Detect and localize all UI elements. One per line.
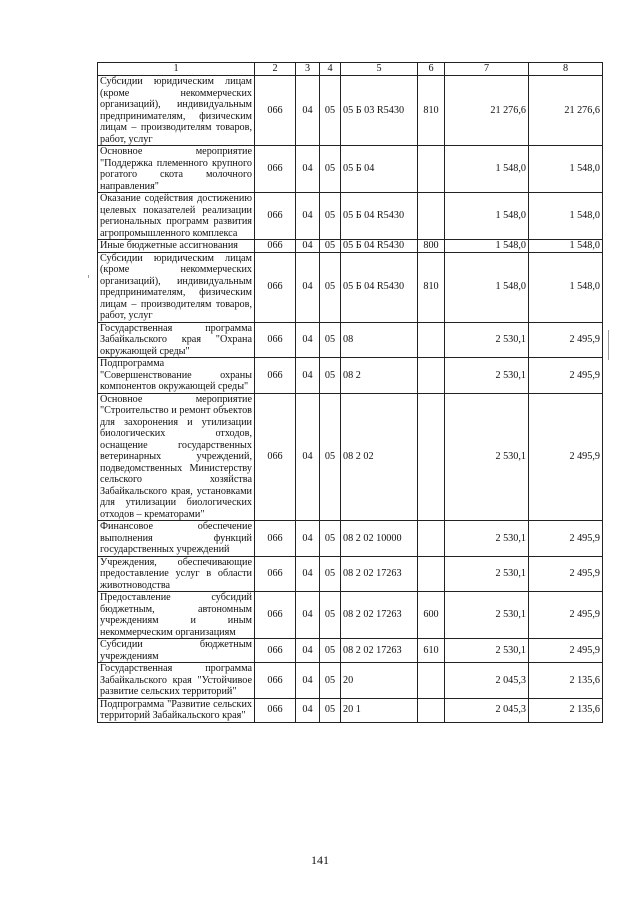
- row-sum1-cell: 2 530,1: [445, 521, 529, 557]
- row-name-cell: Финансовое обеспечение выполнения функций государственных учреждений: [98, 521, 255, 557]
- row-sum2-cell: 2 495,9: [529, 556, 603, 592]
- row-sum2-cell: 1 548,0: [529, 193, 603, 240]
- row-vr-cell: [418, 521, 445, 557]
- row-name-cell: Подпрограмма "Развитие сельских территорий Забайкальского края": [98, 698, 255, 722]
- header-cell: 6: [418, 63, 445, 76]
- row-rz-cell: 04: [296, 393, 320, 521]
- row-rz-cell: 04: [296, 663, 320, 699]
- row-sum1-cell: 2 045,3: [445, 663, 529, 699]
- row-sum1-cell: 2 530,1: [445, 393, 529, 521]
- row-gr-cell: 066: [255, 252, 296, 322]
- row-gr-cell: 066: [255, 146, 296, 193]
- row-csr-cell: 08 2 02 17263: [341, 556, 418, 592]
- row-rz-cell: 04: [296, 240, 320, 253]
- row-vr-cell: [418, 698, 445, 722]
- row-gr-cell: 066: [255, 193, 296, 240]
- row-sum1-cell: 21 276,6: [445, 76, 529, 146]
- row-rz-cell: 04: [296, 358, 320, 394]
- row-pr-cell: 05: [320, 592, 341, 639]
- header-cell: 5: [341, 63, 418, 76]
- row-vr-cell: 810: [418, 76, 445, 146]
- row-pr-cell: 05: [320, 556, 341, 592]
- row-vr-cell: 810: [418, 252, 445, 322]
- row-name-cell: Государственная программа Забайкальского края "Устойчивое развитие сельских территорий": [98, 663, 255, 699]
- row-pr-cell: 05: [320, 393, 341, 521]
- row-csr-cell: 08 2 02 17263: [341, 639, 418, 663]
- row-vr-cell: [418, 393, 445, 521]
- row-vr-cell: 800: [418, 240, 445, 253]
- row-pr-cell: 05: [320, 663, 341, 699]
- table-row: [98, 146, 603, 193]
- row-sum2-cell: 21 276,6: [529, 76, 603, 146]
- row-pr-cell: 05: [320, 322, 341, 358]
- row-name-cell: Субсидии юридическим лицам (кроме некоммерческих организаций), индивидуальным предпринимателям, физическим лицам – производителям товаров, работ, услуг: [98, 252, 255, 322]
- row-pr-cell: 05: [320, 146, 341, 193]
- table-header-row: [98, 63, 603, 76]
- row-csr-cell: 08 2: [341, 358, 418, 394]
- row-csr-cell: 20: [341, 663, 418, 699]
- row-pr-cell: 05: [320, 240, 341, 253]
- row-name-cell: Субсидии бюджетным учреждениям: [98, 639, 255, 663]
- row-pr-cell: 05: [320, 193, 341, 240]
- table-row: [98, 521, 603, 557]
- row-rz-cell: 04: [296, 521, 320, 557]
- row-sum1-cell: 2 530,1: [445, 322, 529, 358]
- scan-mark-left: [88, 275, 89, 278]
- row-name-cell: Предоставление субсидий бюджетным, автономным учреждениям и иным некоммерческим организациям: [98, 592, 255, 639]
- row-rz-cell: 04: [296, 252, 320, 322]
- row-sum2-cell: 2 495,9: [529, 322, 603, 358]
- row-csr-cell: 08 2 02 17263: [341, 592, 418, 639]
- row-gr-cell: 066: [255, 521, 296, 557]
- row-sum2-cell: 1 548,0: [529, 252, 603, 322]
- table-row: [98, 556, 603, 592]
- row-sum2-cell: 1 548,0: [529, 146, 603, 193]
- row-csr-cell: 05 Б 04 R5430: [341, 240, 418, 253]
- row-sum2-cell: 2 495,9: [529, 639, 603, 663]
- row-csr-cell: 08 2 02: [341, 393, 418, 521]
- row-vr-cell: [418, 193, 445, 240]
- row-sum1-cell: 1 548,0: [445, 240, 529, 253]
- table-row: [98, 252, 603, 322]
- table-row: [98, 193, 603, 240]
- row-gr-cell: 066: [255, 698, 296, 722]
- table-row: [98, 76, 603, 146]
- row-sum2-cell: 2 495,9: [529, 521, 603, 557]
- row-gr-cell: 066: [255, 663, 296, 699]
- scan-mark-right: [608, 330, 609, 360]
- table-row: [98, 663, 603, 699]
- row-vr-cell: 610: [418, 639, 445, 663]
- row-rz-cell: 04: [296, 639, 320, 663]
- row-csr-cell: 05 Б 04: [341, 146, 418, 193]
- table-row: [98, 698, 603, 722]
- row-rz-cell: 04: [296, 193, 320, 240]
- row-vr-cell: [418, 663, 445, 699]
- budget-table: [97, 62, 603, 723]
- row-sum1-cell: 2 530,1: [445, 639, 529, 663]
- row-name-cell: Основное мероприятие "Строительство и ремонт объектов для захоронения и утилизации биологических отходов, оснащение государственных ветеринарных учреждений, подведомственных Министерству сельского хозяйства Забайкальского края, установками для утилизации биологических отходов – крематорами": [98, 393, 255, 521]
- header-cell: 1: [98, 63, 255, 76]
- row-sum2-cell: 2 495,9: [529, 592, 603, 639]
- row-pr-cell: 05: [320, 252, 341, 322]
- row-name-cell: Иные бюджетные ассигнования: [98, 240, 255, 253]
- row-rz-cell: 04: [296, 146, 320, 193]
- row-csr-cell: 20 1: [341, 698, 418, 722]
- row-csr-cell: 08 2 02 10000: [341, 521, 418, 557]
- header-cell: 2: [255, 63, 296, 76]
- row-gr-cell: 066: [255, 322, 296, 358]
- row-vr-cell: [418, 556, 445, 592]
- row-pr-cell: 05: [320, 698, 341, 722]
- table-row: [98, 592, 603, 639]
- row-csr-cell: 05 Б 03 R5430: [341, 76, 418, 146]
- row-vr-cell: 600: [418, 592, 445, 639]
- row-sum2-cell: 2 495,9: [529, 393, 603, 521]
- row-gr-cell: 066: [255, 639, 296, 663]
- row-name-cell: Оказание содействия достижению целевых показателей реализации региональных программ развития агропромышленного комплекса: [98, 193, 255, 240]
- row-rz-cell: 04: [296, 556, 320, 592]
- header-cell: 4: [320, 63, 341, 76]
- row-sum1-cell: 1 548,0: [445, 193, 529, 240]
- row-rz-cell: 04: [296, 698, 320, 722]
- row-gr-cell: 066: [255, 592, 296, 639]
- row-vr-cell: [418, 358, 445, 394]
- row-gr-cell: 066: [255, 76, 296, 146]
- row-gr-cell: 066: [255, 393, 296, 521]
- row-gr-cell: 066: [255, 240, 296, 253]
- row-name-cell: Подпрограмма "Совершенствование охраны компонентов окружающей среды": [98, 358, 255, 394]
- table-row: [98, 358, 603, 394]
- table-body: [98, 76, 603, 723]
- row-pr-cell: 05: [320, 76, 341, 146]
- table-row: [98, 639, 603, 663]
- row-pr-cell: 05: [320, 639, 341, 663]
- row-rz-cell: 04: [296, 76, 320, 146]
- row-csr-cell: 08: [341, 322, 418, 358]
- row-sum1-cell: 1 548,0: [445, 252, 529, 322]
- page-number: 141: [311, 853, 329, 867]
- row-sum1-cell: 2 530,1: [445, 358, 529, 394]
- row-gr-cell: 066: [255, 556, 296, 592]
- row-sum2-cell: 2 135,6: [529, 698, 603, 722]
- row-vr-cell: [418, 146, 445, 193]
- row-name-cell: Основное мероприятие "Поддержка племенного крупного рогатого скота молочного направления": [98, 146, 255, 193]
- row-sum1-cell: 2 045,3: [445, 698, 529, 722]
- row-sum2-cell: 1 548,0: [529, 240, 603, 253]
- row-sum1-cell: 1 548,0: [445, 146, 529, 193]
- row-pr-cell: 05: [320, 521, 341, 557]
- row-csr-cell: 05 Б 04 R5430: [341, 193, 418, 240]
- table-row: [98, 322, 603, 358]
- row-csr-cell: 05 Б 04 R5430: [341, 252, 418, 322]
- row-sum1-cell: 2 530,1: [445, 556, 529, 592]
- row-sum2-cell: 2 135,6: [529, 663, 603, 699]
- row-vr-cell: [418, 322, 445, 358]
- row-name-cell: Государственная программа Забайкальского края "Охрана окружающей среды": [98, 322, 255, 358]
- table-row: [98, 393, 603, 521]
- row-gr-cell: 066: [255, 358, 296, 394]
- row-pr-cell: 05: [320, 358, 341, 394]
- row-sum1-cell: 2 530,1: [445, 592, 529, 639]
- row-name-cell: Субсидии юридическим лицам (кроме некоммерческих организаций), индивидуальным предпринимателям, физическим лицам – производителям товаров, работ, услуг: [98, 76, 255, 146]
- header-cell: 7: [445, 63, 529, 76]
- header-cell: 3: [296, 63, 320, 76]
- table-row: [98, 240, 603, 253]
- row-name-cell: Учреждения, обеспечивающие предоставление услуг в области животноводства: [98, 556, 255, 592]
- row-rz-cell: 04: [296, 592, 320, 639]
- header-cell: 8: [529, 63, 603, 76]
- row-rz-cell: 04: [296, 322, 320, 358]
- row-sum2-cell: 2 495,9: [529, 358, 603, 394]
